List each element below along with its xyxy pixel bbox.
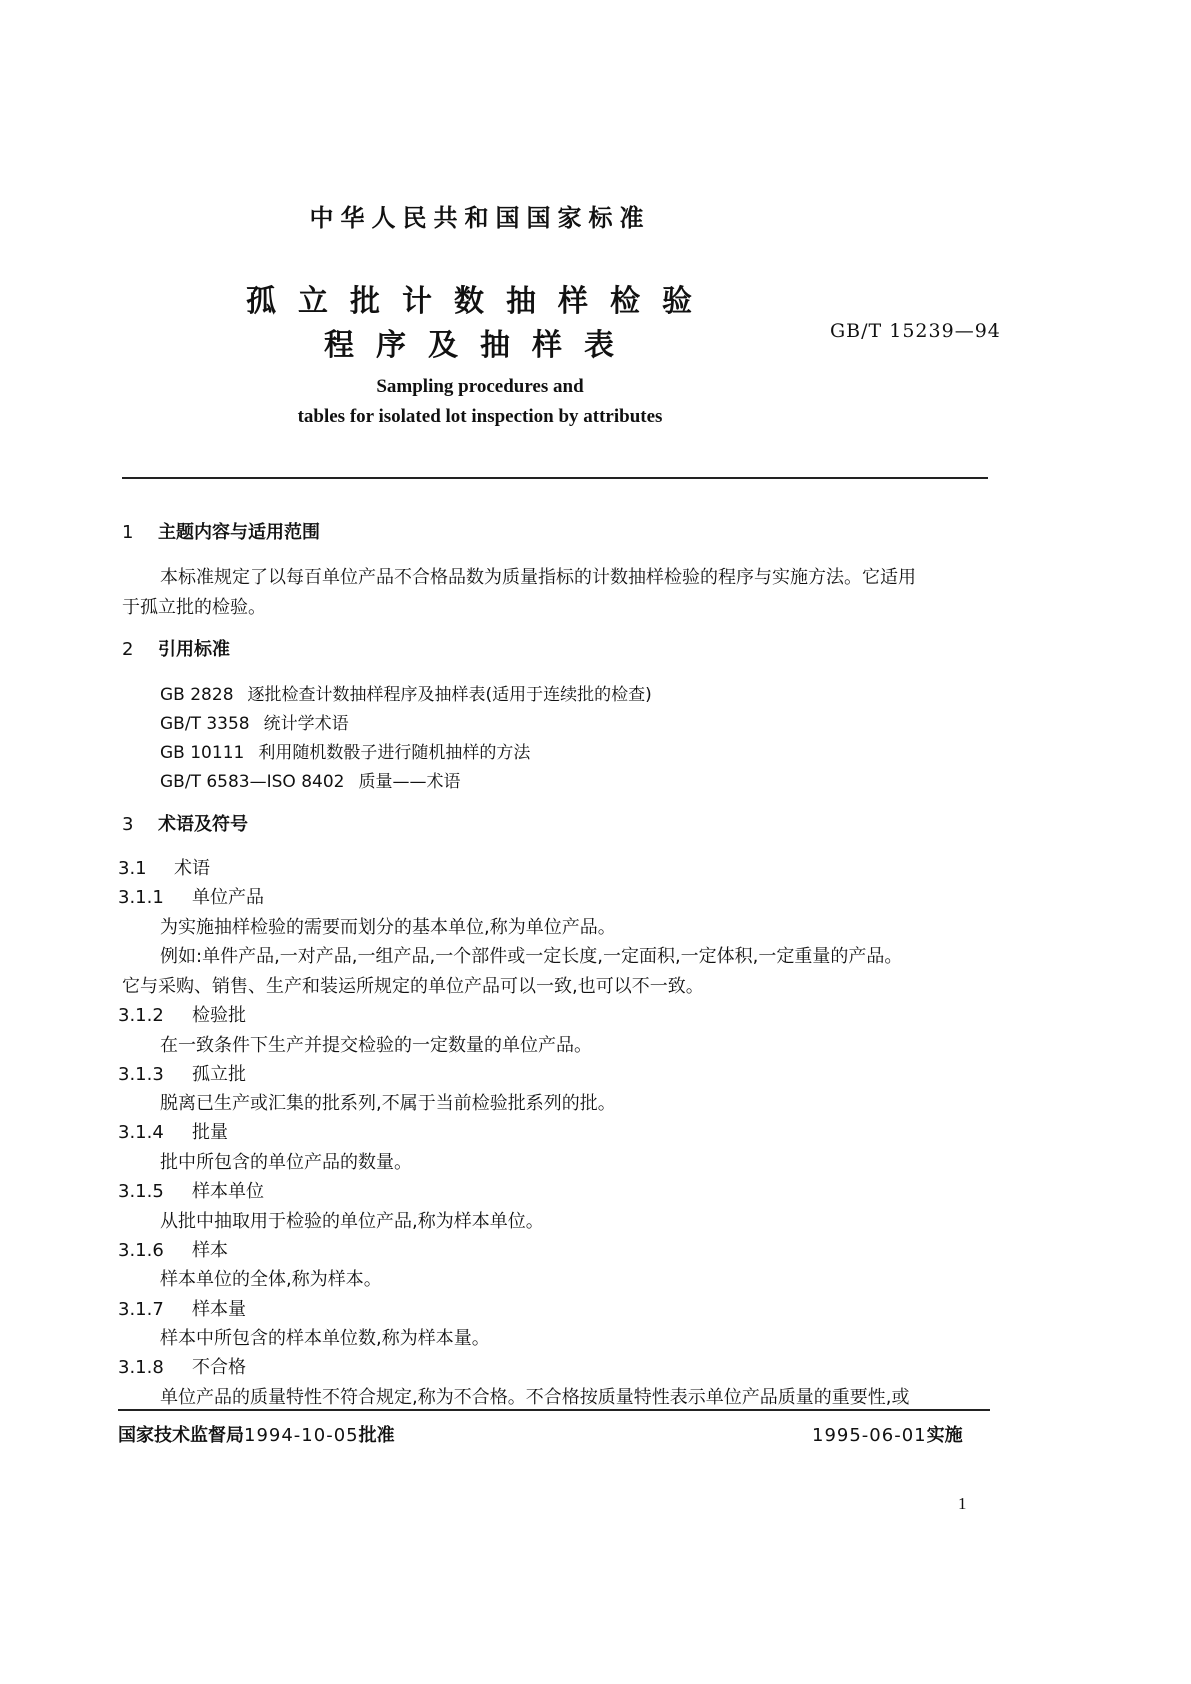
term-label: 样本量 bbox=[192, 1299, 246, 1320]
term-label: 样本 bbox=[192, 1240, 228, 1261]
section-title: 术语及符号 bbox=[158, 814, 248, 835]
reference-title: 利用随机数骰子进行随机抽样的方法 bbox=[258, 743, 531, 763]
term-label: 不合格 bbox=[192, 1357, 246, 1378]
section-number: 3 bbox=[122, 814, 134, 835]
section-number: 2 bbox=[122, 639, 134, 660]
term-number: 3.1.7 bbox=[118, 1299, 164, 1320]
implementation-label: 实施 bbox=[926, 1425, 963, 1446]
term-heading-3-1-7 bbox=[118, 1295, 246, 1321]
term-number: 3.1.8 bbox=[118, 1357, 164, 1378]
term-heading-3-1-8 bbox=[118, 1353, 246, 1379]
term-heading-3-1-4 bbox=[118, 1118, 228, 1144]
term-number: 3.1.6 bbox=[118, 1240, 164, 1261]
term-number: 3.1.2 bbox=[118, 1005, 164, 1026]
paragraph: 样本单位的全体,称为样本。 bbox=[160, 1269, 382, 1290]
term-number: 3.1.5 bbox=[118, 1181, 164, 1202]
paragraph: 本标准规定了以每百单位产品不合格品数为质量指标的计数抽样检验的程序与实施方法。它适用 bbox=[160, 567, 916, 588]
section-heading-2 bbox=[122, 635, 230, 661]
paragraph: 批中所包含的单位产品的数量。 bbox=[160, 1152, 412, 1173]
approval-date: 1994-10-05 bbox=[244, 1425, 359, 1446]
reference-code: GB 2828 bbox=[160, 685, 234, 705]
section-title: 主题内容与适用范围 bbox=[158, 522, 320, 543]
term-number: 3.1 bbox=[118, 858, 147, 879]
document-title-line1: 孤立批计数抽样检验 bbox=[246, 284, 714, 319]
term-number: 3.1.4 bbox=[118, 1122, 164, 1143]
section-title: 引用标准 bbox=[158, 639, 230, 660]
footer-divider bbox=[118, 1409, 990, 1411]
term-label: 单位产品 bbox=[192, 887, 264, 908]
section-number: 1 bbox=[122, 522, 134, 543]
reference-item bbox=[160, 767, 460, 792]
english-title-line2: tables for isolated lot inspection by attributes bbox=[297, 406, 663, 427]
term-heading-3-1-2 bbox=[118, 1001, 246, 1027]
implementation-line bbox=[812, 1421, 963, 1447]
reference-title: 逐批检查计数抽样程序及抽样表(适用于连续批的检查) bbox=[247, 685, 652, 705]
paragraph: 例如:单件产品,一对产品,一组产品,一个部件或一定长度,一定面积,一定体积,一定重量的产品。 bbox=[160, 946, 903, 967]
paragraph: 单位产品的质量特性不符合规定,称为不合格。不合格按质量特性表示单位产品质量的重要性,或 bbox=[160, 1387, 910, 1408]
term-heading-3-1-5 bbox=[118, 1177, 264, 1203]
term-label: 样本单位 bbox=[192, 1181, 264, 1202]
term-heading-3-1-1 bbox=[118, 883, 264, 909]
paragraph: 从批中抽取用于检验的单位产品,称为样本单位。 bbox=[160, 1211, 544, 1232]
paragraph: 脱离已生产或汇集的批系列,不属于当前检验批系列的批。 bbox=[160, 1093, 616, 1114]
document-title-line2: 程序及抽样表 bbox=[324, 328, 636, 363]
term-label: 孤立批 bbox=[192, 1064, 246, 1085]
paragraph: 它与采购、销售、生产和装运所规定的单位产品可以一致,也可以不一致。 bbox=[122, 976, 704, 997]
section-heading-1 bbox=[122, 518, 320, 544]
term-number: 3.1.1 bbox=[118, 887, 164, 908]
header-divider bbox=[122, 477, 988, 479]
term-heading-3-1 bbox=[118, 854, 210, 880]
paragraph: 为实施抽样检验的需要而划分的基本单位,称为单位产品。 bbox=[160, 917, 616, 938]
term-label: 术语 bbox=[174, 858, 210, 879]
term-heading-3-1-3 bbox=[118, 1060, 246, 1086]
section-heading-3 bbox=[122, 810, 248, 836]
reference-title: 质量——术语 bbox=[358, 772, 461, 792]
term-label: 批量 bbox=[192, 1122, 228, 1143]
reference-code: GB/T 3358 bbox=[160, 714, 250, 734]
term-label: 检验批 bbox=[192, 1005, 246, 1026]
national-standard-heading: 中华人民共和国国家标准 bbox=[309, 204, 651, 232]
reference-code: GB/T 6583—ISO 8402 bbox=[160, 772, 345, 792]
approval-label: 批准 bbox=[358, 1425, 395, 1446]
approval-line bbox=[118, 1421, 395, 1447]
reference-code: GB 10111 bbox=[160, 743, 245, 763]
reference-item bbox=[160, 680, 652, 705]
paragraph: 样本中所包含的样本单位数,称为样本量。 bbox=[160, 1328, 490, 1349]
standard-code: GB/T 15239—94 bbox=[830, 320, 1001, 342]
reference-item bbox=[160, 709, 349, 734]
term-number: 3.1.3 bbox=[118, 1064, 164, 1085]
implementation-date: 1995-06-01 bbox=[812, 1425, 927, 1446]
paragraph: 于孤立批的检验。 bbox=[122, 597, 266, 618]
english-title-line1: Sampling procedures and bbox=[376, 376, 584, 397]
reference-title: 统计学术语 bbox=[263, 714, 349, 734]
term-heading-3-1-6 bbox=[118, 1236, 228, 1262]
page-number: 1 bbox=[958, 1494, 967, 1513]
paragraph: 在一致条件下生产并提交检验的一定数量的单位产品。 bbox=[160, 1035, 592, 1056]
reference-item bbox=[160, 738, 530, 763]
issuer: 国家技术监督局 bbox=[118, 1425, 244, 1446]
